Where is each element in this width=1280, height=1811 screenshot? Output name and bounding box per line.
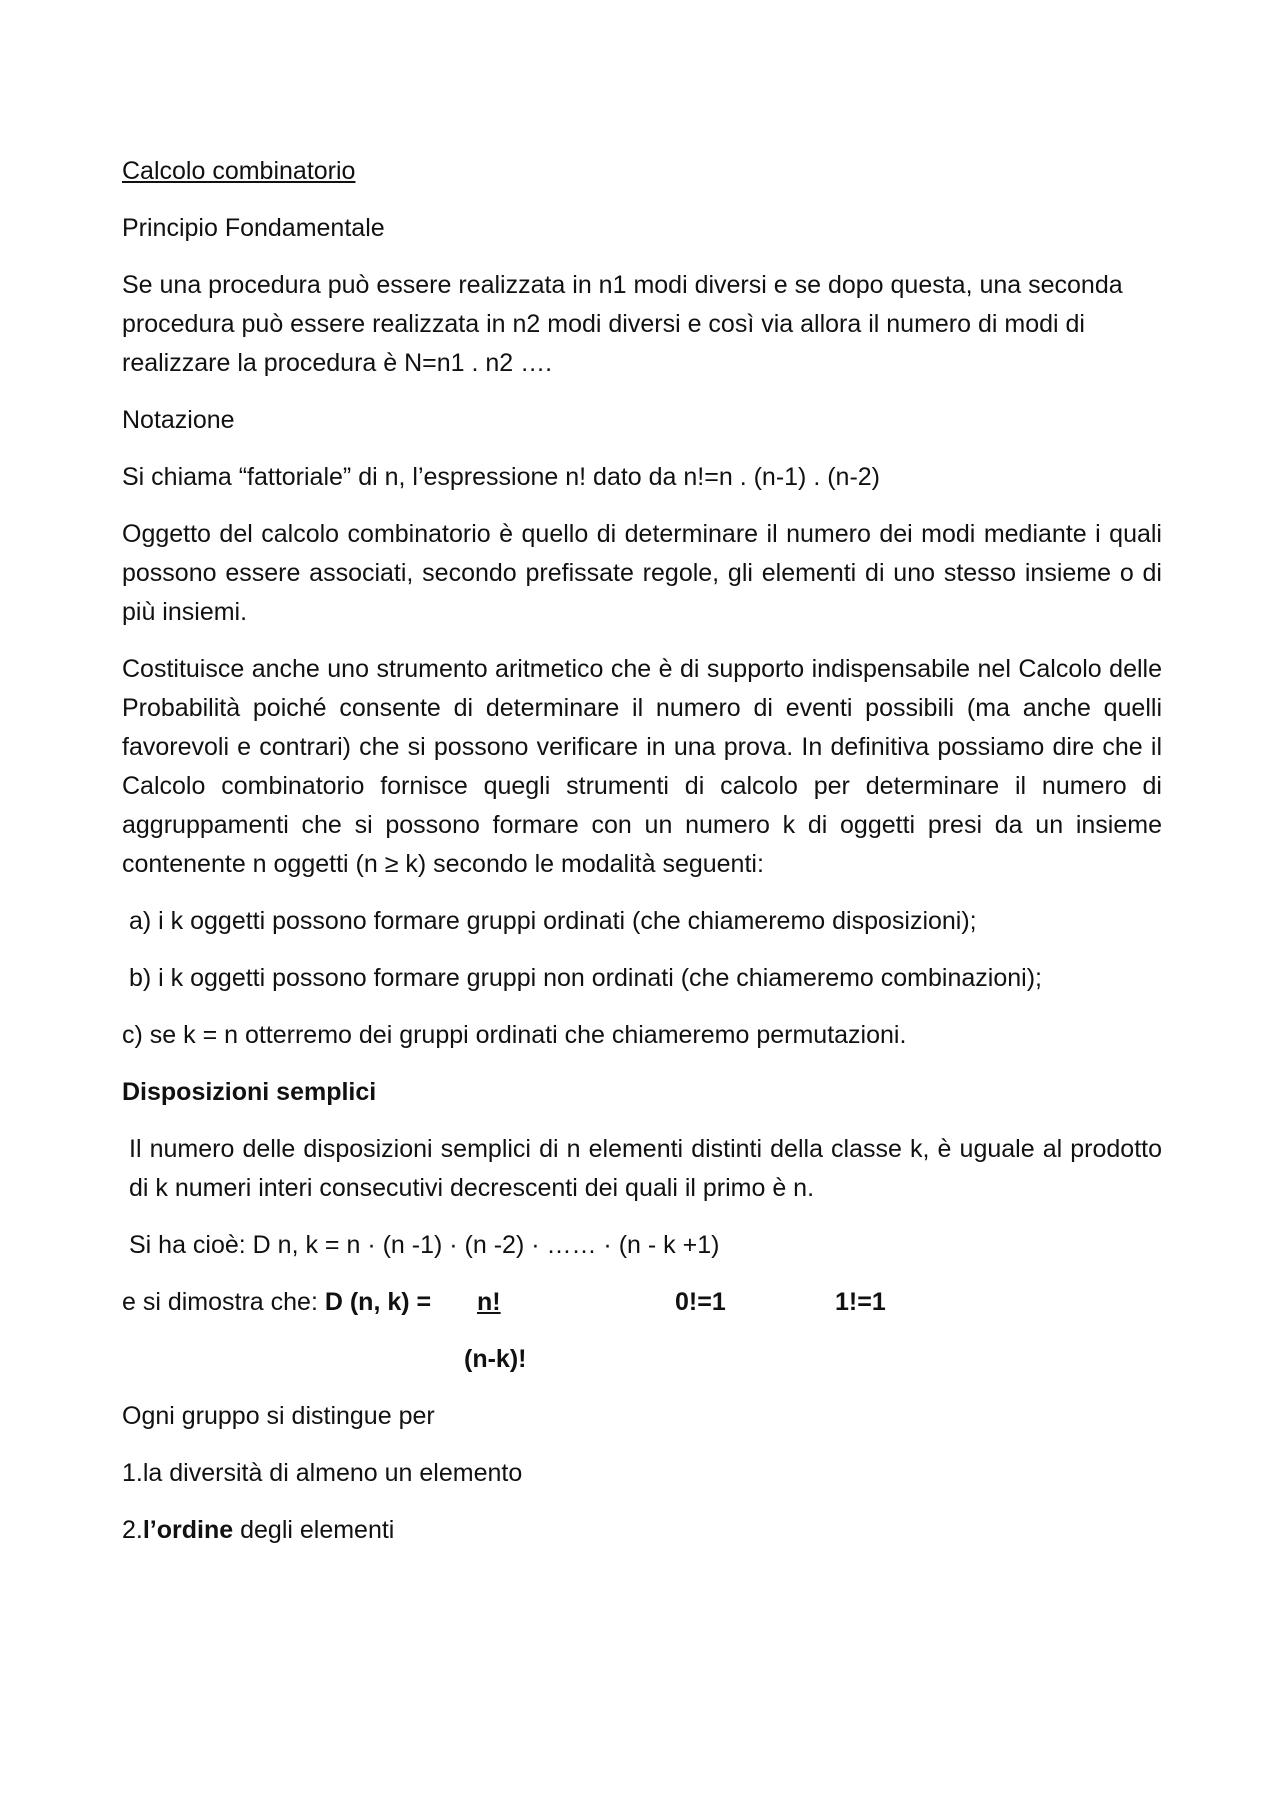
one-factorial: 1!=1 bbox=[835, 1288, 886, 1316]
dimostra-label bbox=[122, 1283, 431, 1322]
heading-disposizioni: Disposizioni semplici bbox=[122, 1078, 377, 1106]
dimostra-lhs: D (n, k) = bbox=[324, 1288, 432, 1316]
paragraph-costituisce: Costituisce anche uno strumento aritmetico che è di supporto indispensabile nel Calcolo delle Probabilità poiché consente di determinare il numero di eventi possibili (ma anche quelli favorevoli e contrari) che si possono verificare in una prova. In definitiva possiamo dire che il Calcolo combinatorio fornisce quegli strumenti di calcolo per determinare il numero di aggruppamenti che si possono formare con un numero k di oggetti presi da un insieme contenente n oggetti (n ≥ k) secondo le modalità seguenti: bbox=[122, 655, 1162, 878]
document-page bbox=[122, 152, 1162, 1568]
paragraph-oggetto: Oggetto del calcolo combinatorio è quello di determinare il numero dei modi mediante i quali possono essere associati, secondo prefissate regole, gli elementi di uno stesso insieme o di più insiemi. bbox=[122, 520, 1162, 626]
title-text: Calcolo combinatorio bbox=[122, 157, 356, 185]
fraction-denominator: (n-k)! bbox=[464, 1345, 527, 1373]
list-item-1: 1.la diversità di almeno un elemento bbox=[122, 1459, 523, 1487]
list-item-c: c) se k = n otterremo dei gruppi ordinati che chiameremo permutazioni. bbox=[122, 1021, 907, 1049]
paragraph-disposizioni: Il numero delle disposizioni semplici di n elementi distinti della classe k, è uguale al prodotto di k numeri interi consecutivi decrescenti dei quali il primo è n. bbox=[129, 1135, 1162, 1202]
heading-principio: Principio Fondamentale bbox=[122, 214, 385, 242]
heading-notazione: Notazione bbox=[122, 406, 235, 434]
numerator-text: n! bbox=[477, 1288, 501, 1316]
formula-line: Si ha cioè: D n, k = n · (n -1) · (n -2) · …… · (n - k +1) bbox=[129, 1231, 720, 1259]
paragraph-principio: Se una procedura può essere realizzata in n1 modi diversi e se dopo questa, una seconda procedura può essere realizzata in n2 modi diversi e così via allora il numero di modi di realizzare la procedura è N=n1 . n2 …. bbox=[122, 271, 1123, 377]
item2-bold: l’ordine bbox=[142, 1516, 234, 1544]
paragraph-notazione: Si chiama “fattoriale” di n, l’espressione n! dato da n!=n . (n-1) . (n-2) bbox=[122, 463, 880, 491]
list-item-b: b) i k oggetti possono formare gruppi non ordinati (che chiameremo combinazioni); bbox=[129, 964, 1042, 992]
fraction-numerator bbox=[477, 1283, 501, 1322]
item2-prefix: 2. bbox=[122, 1516, 143, 1544]
zero-factorial: 0!=1 bbox=[675, 1288, 726, 1316]
item2-suffix: degli elementi bbox=[233, 1516, 395, 1544]
denominator-row bbox=[122, 1340, 1162, 1379]
dimostra-prefix: e si dimostra che: bbox=[122, 1288, 325, 1316]
paragraph-gruppo: Ogni gruppo si distingue per bbox=[122, 1402, 435, 1430]
dimostra-row bbox=[122, 1283, 1162, 1322]
list-item-a: a) i k oggetti possono formare gruppi ordinati (che chiameremo disposizioni); bbox=[129, 907, 977, 935]
document-title bbox=[122, 152, 1162, 191]
list-item-2 bbox=[122, 1511, 1162, 1550]
